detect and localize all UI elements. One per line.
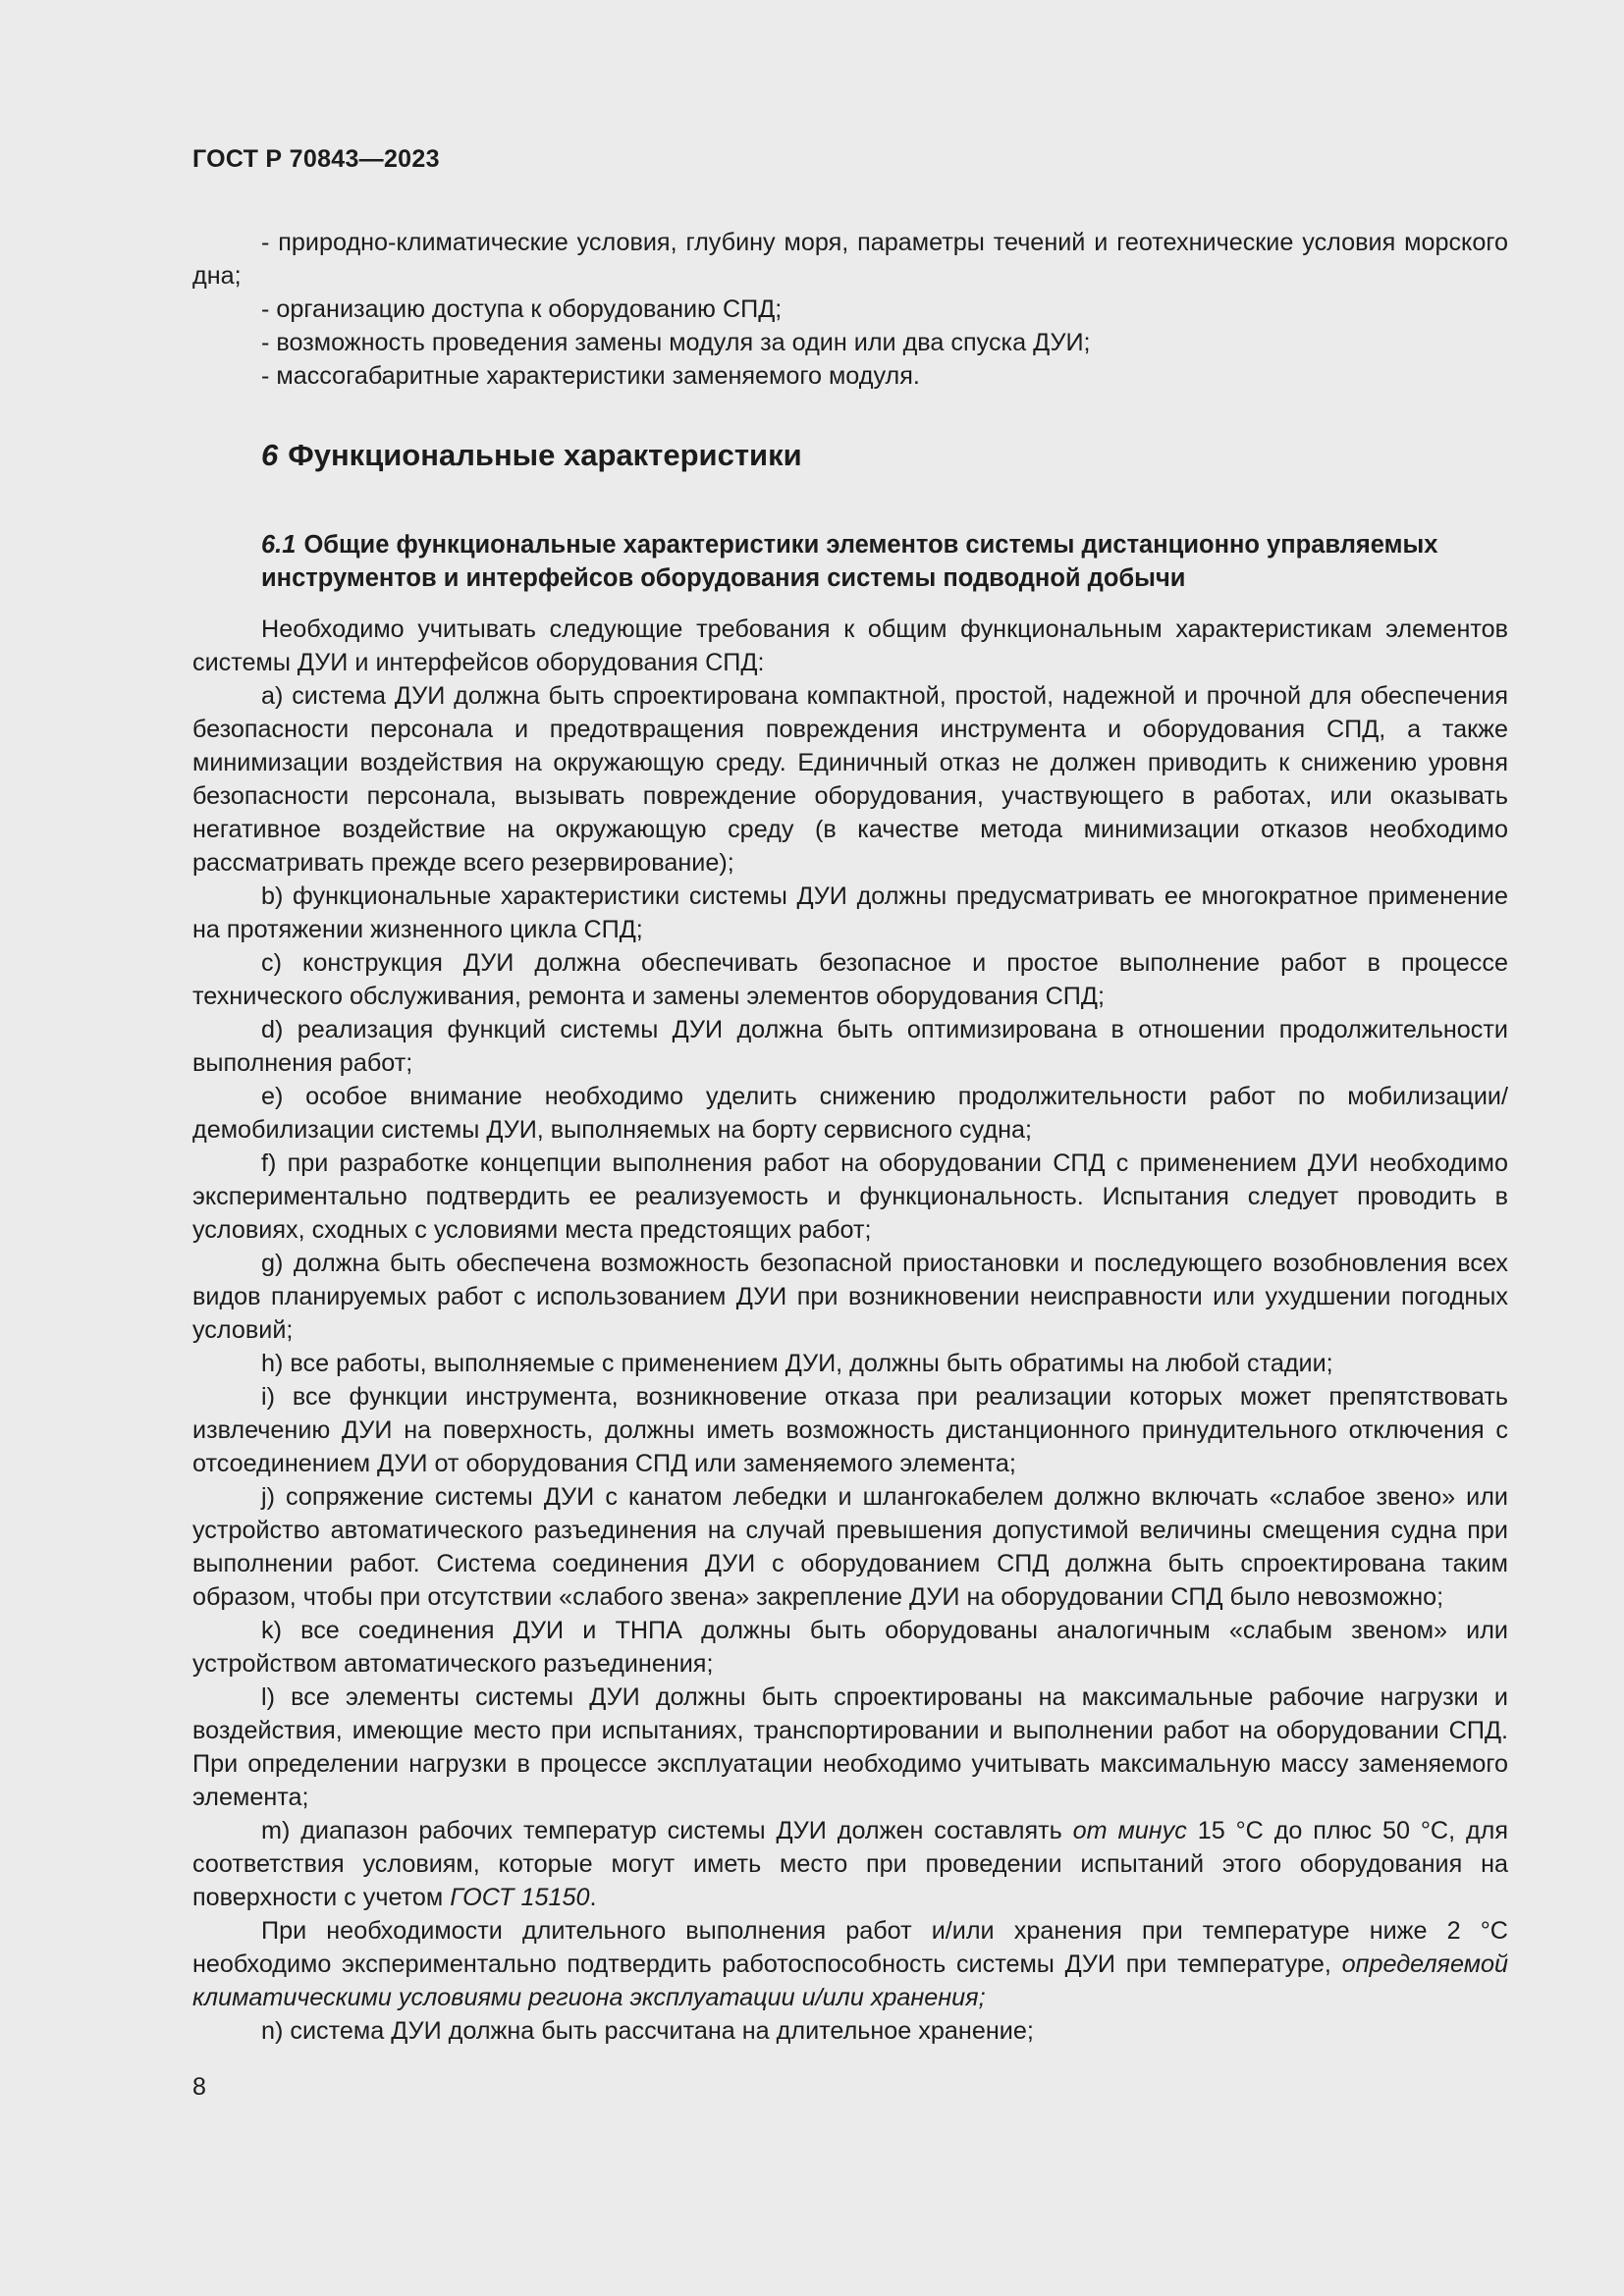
list-item: g) должна быть обеспечена возможность безопасной приостановки и последующего возобновления всех видов планируемых работ с использованием ДУИ при возникновении неисправности или ухудшении погодных условий; — [192, 1250, 1508, 1344]
list-item: d) реализация функций системы ДУИ должна быть оптимизирована в отношении продолжительности выполнения работ; — [192, 1016, 1508, 1077]
list-item — [192, 1814, 1508, 1914]
paragraph: Необходимо учитывать следующие требования к общим функциональным характеристикам элементов системы ДУИ и интерфейсов оборудования СПД: — [192, 615, 1508, 676]
list-item: n) система ДУИ должна быть рассчитана на длительное хранение; — [261, 2017, 1034, 2045]
list-item: c) конструкция ДУИ должна обеспечивать безопасное и простое выполнение работ в процессе технического обслуживания, ремонта и замены элементов оборудования СПД; — [192, 949, 1508, 1010]
text-run: 15 °С до плюс 50 °С, для соответствия условиям, которые могут иметь место при проведении испытаний этого оборудования на поверхности с учетом — [192, 1817, 1509, 1911]
text-run-italic: от минус — [1072, 1817, 1187, 1844]
section-heading — [261, 436, 1508, 475]
list-item: - природно-климатические условия, глубину моря, параметры течений и геотехнические условия морского дна; — [192, 229, 1508, 290]
list-item: j) сопряжение системы ДУИ с канатом лебедки и шлангокабелем должно включать «слабое звено» или устройство автоматического разъединения на случай превышения допустимой величины смещения судна при выполнении работ. Система соединения ДУИ с оборудованием СПД должна быть спроектирована таким образом, чтобы при отсутствии «слабого звена» закрепление ДУИ на оборудовании СПД было невозможно; — [192, 1483, 1508, 1611]
list-item: e) особое внимание необходимо уделить снижению продолжительности работ по мобилизации/демобилизации системы ДУИ, выполняемых на борту сервисного судна; — [192, 1083, 1508, 1144]
subsection-heading — [261, 528, 1508, 595]
text-run: m) диапазон рабочих температур системы ДУИ должен составлять — [261, 1817, 1073, 1844]
list-item: l) все элементы системы ДУИ должны быть спроектированы на максимальные рабочие нагрузки и воздействия, имеющие место при испытаниях, транспортировании и выполнении работ на оборудовании СПД. При определении нагрузки в процессе эксплуатации необходимо учитывать максимальную массу заменяемого элемента; — [192, 1683, 1508, 1811]
list-item: - массогабаритные характеристики заменяемого модуля. — [261, 362, 920, 390]
list-item: а) система ДУИ должна быть спроектирована компактной, простой, надежной и прочной для обеспечения безопасности персонала и предотвращения повреждения инструмента и оборудования СПД, а также минимизации воздействия на окружающую среду. Единичный отказ не должен приводить к снижению уровня безопасности персонала, вызывать повреждение оборудования, участвующего в работах, или оказывать негативное воздействие на окружающую среду (в качестве метода минимизации отказов необходимо рассматривать прежде всего резервирование); — [192, 682, 1508, 877]
list-item: i) все функции инструмента, возникновение отказа при реализации которых может препятствовать извлечению ДУИ на поверхность, должны иметь возможность дистанционного принудительного отключения с отсоединением ДУИ от оборудования СПД или заменяемого элемента; — [192, 1383, 1508, 1477]
text-run-italic: определяемой климатическими условиями региона эксплуатации и/или хранения; — [192, 1950, 1508, 2011]
document-header: ГОСТ Р 70843—2023 — [192, 145, 440, 173]
page-content — [192, 226, 1508, 2048]
subsection-title: Общие функциональные характеристики элементов системы дистанционно управляемых инструментов и интерфейсов оборудования системы подводной добычи — [261, 531, 1438, 592]
text-run: . — [589, 1884, 597, 1911]
list-item: h) все работы, выполняемые с применением ДУИ, должны быть обратимы на любой стадии; — [261, 1350, 1333, 1377]
section-title: Функциональные характеристики — [288, 438, 802, 472]
list-item: - возможность проведения замены модуля за один или два спуска ДУИ; — [261, 329, 1091, 356]
list-item: f) при разработке концепции выполнения работ на оборудовании СПД с применением ДУИ необходимо экспериментально подтвердить ее реализуемость и функциональность. Испытания следует проводить в условиях, сходных с условиями места предстоящих работ; — [192, 1149, 1508, 1244]
page-number: 8 — [192, 2073, 206, 2101]
subsection-number: 6.1 — [261, 531, 297, 559]
text-run: При необходимости длительного выполнения работ и/или хранения при температуре ниже 2 °С необходимо экспериментально подтвердить работоспособность системы ДУИ при температуре, — [192, 1917, 1508, 1978]
list-item: k) все соединения ДУИ и ТНПА должны быть оборудованы аналогичным «слабым звеном» или устройством автоматического разъединения; — [192, 1617, 1508, 1678]
text-run-italic: ГОСТ 15150 — [450, 1884, 590, 1911]
paragraph — [192, 1914, 1508, 2014]
list-item: b) функциональные характеристики системы ДУИ должны предусматривать ее многократное применение на протяжении жизненного цикла СПД; — [192, 882, 1508, 943]
list-item: - организацию доступа к оборудованию СПД; — [261, 295, 783, 323]
section-number: 6 — [261, 438, 279, 472]
